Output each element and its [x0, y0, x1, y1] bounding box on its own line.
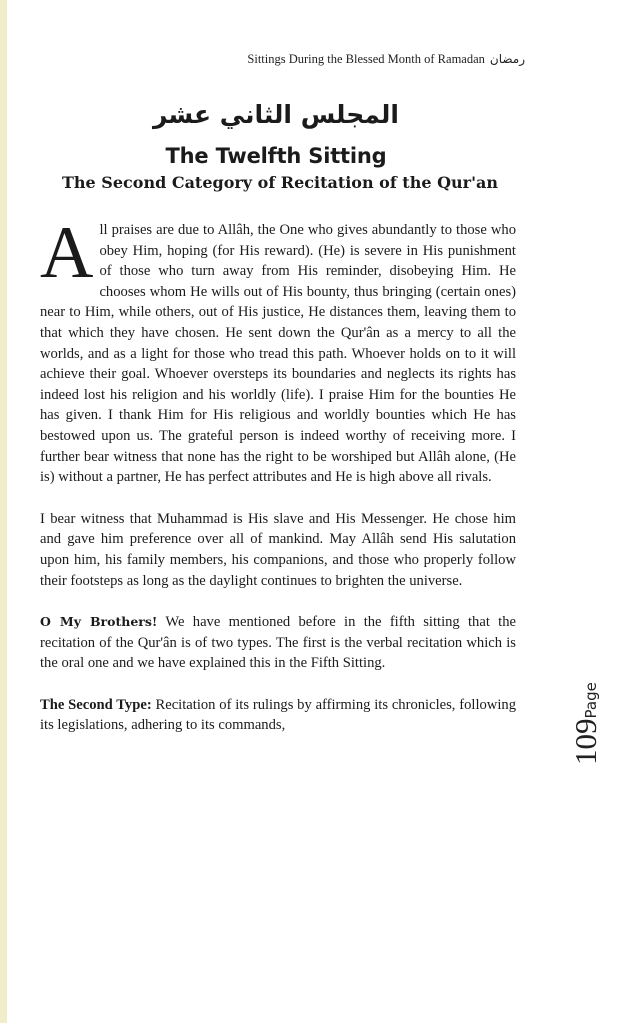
- paragraph-lead: The Second Type:: [40, 696, 152, 713]
- paragraph-second-type-text: Recitation of its rulings by affirming its chronicles, following its legislations, adhering to its commands,: [40, 696, 516, 734]
- running-head-arabic: رمضان: [489, 52, 525, 66]
- paragraph-brothers: [40, 612, 516, 674]
- paragraph-opening: [40, 212, 516, 488]
- chapter-subtitle: The Second Category of Recitation of the Qur'an: [62, 173, 498, 192]
- running-head: [247, 52, 525, 67]
- chapter-title: The Twelfth Sitting: [165, 144, 387, 168]
- page-number: [568, 682, 604, 765]
- body-text: [40, 212, 517, 736]
- paragraph-brothers-text: We have mentioned before in the fifth sitting that the recitation of the Qur'ân is of two types. The first is the verbal recitation which is the oral one and we have explained this in the Fifth Sitting.: [40, 614, 517, 672]
- drop-cap: A: [40, 212, 94, 294]
- paragraph-testimony: I bear witness that Muhammad is His slave and His Messenger. He chose him and gave him preference over all of mankind. May Allâh send His salutation upon him, his family members, his companions, and those who properly follow their footsteps as long as the daylight continues to brighten the universe.: [40, 510, 516, 589]
- arabic-title: المجلس الثاني عشر: [153, 100, 399, 129]
- paragraph-second-type: [40, 695, 516, 736]
- page-number-label: Page: [582, 682, 600, 719]
- page-number-value: 109: [568, 718, 603, 765]
- paragraph-lead: O My Brothers!: [40, 614, 158, 630]
- paragraph-opening-text: ll praises are due to Allâh, the One who gives abundantly to those who obey Him, hoping (for His reward). (He) is severe in His punishment of those who turn away from His reminder, disobeying Him. He chooses whom He wills out of His bounty, thus bringing (certain ones) near to Him, while others, out of His justice, He distances them, leaving them to that which they have chosen. He sent down the Qur'ân as a mercy to all the worlds, and as a light for those who tread this path. Whoever holds on to it will achieve their goal. Whoever oversteps its boundaries and neglects its rights has indeed lost his religion and his worldly (life). I praise Him for the bounties He has given. I thank Him for His religious and worldly bounties which He has bestowed upon us. The grateful person is indeed worthy of receiving more. I further bear witness that none has the right to be worshiped but Allâh alone, (He is) without a partner, He has perfect attributes and He is high above all rivals.: [40, 222, 516, 486]
- running-head-text: Sittings During the Blessed Month of Ramadan: [247, 52, 485, 66]
